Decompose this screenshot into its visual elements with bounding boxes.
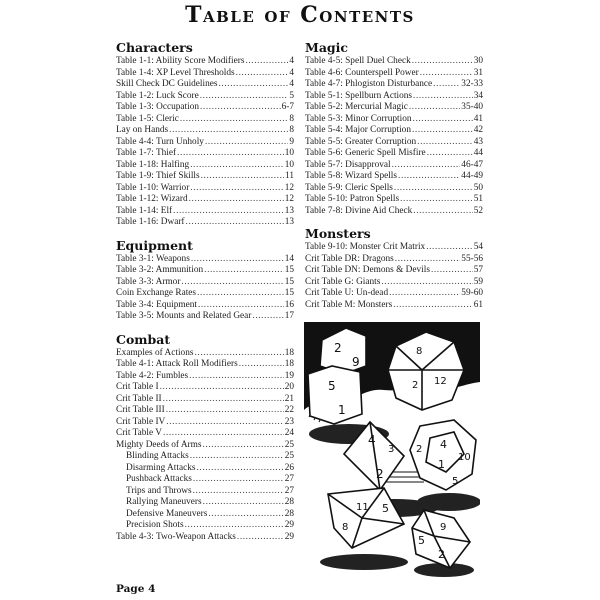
toc-entry-label: Lay on Hands: [116, 125, 169, 135]
toc-entry: [305, 277, 483, 289]
svg-text:5: 5: [418, 534, 425, 547]
toc-entry: [116, 114, 294, 126]
toc-entry-label: Crit Table III: [116, 405, 165, 415]
toc-entry-label: Table 5-9: Cleric Spells: [305, 182, 393, 193]
toc-entry-label: Table 1-7: Thief: [116, 148, 177, 158]
toc-entry-page: 12: [284, 194, 294, 204]
entry-list: [305, 242, 483, 311]
svg-text:9: 9: [352, 355, 360, 369]
toc-entry-page: 57: [473, 265, 483, 275]
toc-entry-page: 31: [473, 67, 483, 78]
toc-entry-label: Table 4-6: Counterspell Power: [305, 67, 419, 78]
dot-leader: [394, 183, 473, 195]
toc-entry: [116, 451, 294, 463]
toc-entry: [116, 277, 294, 289]
toc-entry-label: Table 4-4: Turn Unholy: [116, 136, 204, 147]
toc-entry-label: Crit Table IV: [116, 416, 166, 427]
toc-entry: [116, 148, 294, 160]
dot-leader: [169, 125, 288, 137]
dot-leader: [160, 382, 284, 394]
toc-entry-label: Crit Table II: [116, 393, 162, 404]
dot-leader: [194, 348, 283, 360]
toc-entry-page: 4: [289, 67, 294, 78]
toc-entry-page: 44: [473, 148, 483, 158]
toc-entry-page: 41: [473, 113, 483, 124]
dot-leader: [237, 532, 284, 544]
d12-icon: [410, 420, 476, 490]
toc-entry-page: 15: [284, 265, 294, 275]
toc-entry-page: 13: [284, 217, 294, 227]
dot-leader: [426, 242, 473, 254]
toc-entry-label: Skill Check DC Guidelines: [116, 79, 218, 89]
toc-entry-page: 51: [473, 194, 483, 204]
toc-entry: [116, 428, 294, 440]
svg-text:5: 5: [328, 379, 336, 393]
toc-entry-label: Table 9-10: Monster Crit Matrix: [305, 242, 426, 252]
toc-entry: [305, 288, 483, 300]
toc-entry: [305, 171, 483, 183]
svg-text:5: 5: [382, 502, 389, 515]
toc-entry-label: Table 5-6: Generic Spell Misfire: [305, 148, 426, 158]
section-title: Magic: [305, 40, 349, 55]
toc-entry: [116, 79, 294, 91]
toc-entry-label: Table 5-3: Minor Corruption: [305, 113, 412, 124]
toc-entry-page: 55-56: [461, 253, 483, 264]
toc-entry: [116, 102, 294, 114]
toc-entry: [116, 463, 294, 475]
dot-leader: [163, 394, 284, 406]
dot-leader: [205, 137, 288, 149]
toc-entry-label: Table 5-1: Spellburn Actions: [305, 90, 413, 101]
toc-entry-label: Table 5-10: Patron Spells: [305, 194, 400, 204]
dot-leader: [431, 265, 473, 277]
dot-leader: [193, 486, 284, 498]
toc-entry-label: Table 4-2: Fumbles: [116, 370, 189, 381]
dot-leader: [204, 265, 284, 277]
toc-entry-page: 42: [473, 125, 483, 135]
dot-leader: [173, 206, 284, 218]
dot-leader: [420, 68, 473, 80]
toc-entry-page: 14: [284, 253, 294, 264]
toc-entry: [116, 359, 294, 371]
section-title: Characters: [116, 40, 193, 55]
toc-entry: [116, 371, 294, 383]
section-combat: [116, 332, 294, 544]
toc-entry-label: Table 1-12: Wizard: [116, 194, 188, 204]
dot-leader: [381, 277, 472, 289]
svg-text:9: 9: [440, 522, 447, 533]
dot-leader: [400, 194, 473, 206]
toc-entry-page: 15: [284, 288, 294, 298]
toc-entry: [116, 68, 294, 80]
entry-list: [116, 254, 294, 323]
svg-text:4: 4: [440, 438, 447, 451]
toc-entry-page: 34: [473, 90, 483, 101]
svg-text:8: 8: [342, 522, 349, 533]
toc-entry: [305, 183, 483, 195]
toc-entry-label: Table 1-4: XP Level Thresholds: [116, 67, 235, 78]
toc-entry: [116, 137, 294, 149]
toc-entry-label: Rallying Maneuvers: [126, 497, 202, 507]
dot-leader: [433, 79, 460, 91]
section-monsters: [305, 226, 483, 311]
dot-leader: [177, 148, 284, 160]
toc-entry-page: 12: [284, 182, 294, 193]
toc-entry-label: Table 4-7: Phlogiston Disturbance: [305, 79, 433, 89]
dot-leader: [163, 428, 284, 440]
toc-entry-label: Table 5-7: Disapproval: [305, 159, 391, 170]
toc-entry-page: 17: [284, 311, 294, 321]
toc-entry-label: Table 4-1: Attack Roll Modifiers: [116, 359, 238, 369]
toc-entry: [116, 348, 294, 360]
toc-entry: [116, 56, 294, 68]
toc-entry: [116, 394, 294, 406]
toc-entry-label: Examples of Actions: [116, 347, 194, 358]
toc-entry: [116, 311, 294, 323]
toc-entry: [116, 509, 294, 521]
svg-text:3: 3: [388, 444, 395, 455]
toc-entry-label: Blinding Attacks: [126, 451, 189, 461]
dot-leader: [427, 148, 473, 160]
toc-entry-label: Table 1-10: Warrior: [116, 182, 190, 193]
toc-entry-page: 4: [289, 56, 294, 66]
toc-entry: [116, 183, 294, 195]
svg-text:11: 11: [356, 502, 369, 513]
dot-leader: [413, 206, 472, 218]
toc-entry-label: Crit Table V: [116, 428, 163, 438]
toc-entry-page: 6-7: [281, 102, 294, 112]
dot-leader: [393, 300, 472, 312]
toc-entry: [116, 382, 294, 394]
svg-text:2: 2: [334, 341, 342, 355]
svg-text:1: 1: [438, 458, 445, 471]
toc-entry-page: 21: [284, 393, 294, 404]
toc-entry: [116, 160, 294, 172]
toc-entry-label: Crit Table U: Un-dead: [305, 288, 389, 298]
svg-text:2: 2: [416, 444, 423, 455]
toc-entry-page: 24: [284, 428, 294, 438]
toc-entry-label: Table 7-8: Divine Aid Check: [305, 205, 413, 216]
svg-text:2: 2: [412, 380, 419, 391]
toc-column-right: [305, 40, 483, 320]
toc-entry: [116, 300, 294, 312]
svg-text:12: 12: [434, 376, 447, 387]
dot-leader: [398, 171, 460, 183]
dot-leader: [196, 463, 283, 475]
toc-entry-page: 13: [284, 205, 294, 216]
dot-leader: [200, 102, 281, 114]
toc-entry-label: Table 1-1: Ability Score Modifiers: [116, 56, 245, 66]
toc-entry: [305, 91, 483, 103]
toc-entry-page: 19: [284, 370, 294, 381]
toc-entry: [116, 125, 294, 137]
dot-leader: [208, 509, 283, 521]
svg-text:10: 10: [458, 452, 471, 463]
toc-entry-page: 50: [473, 182, 483, 193]
toc-entry-page: 44-49: [461, 171, 483, 181]
toc-entry: [116, 171, 294, 183]
toc-entry-label: Coin Exchange Rates: [116, 288, 197, 298]
toc-entry-label: Crit Table DR: Dragons: [305, 253, 394, 264]
toc-entry: [305, 102, 483, 114]
toc-entry-page: 43: [473, 136, 483, 147]
dot-leader: [395, 254, 461, 266]
dot-leader: [185, 520, 284, 532]
toc-entry-page: 4: [289, 79, 294, 89]
toc-entry-label: Table 3-1: Weapons: [116, 253, 190, 264]
toc-entry: [116, 474, 294, 486]
dot-leader: [389, 288, 460, 300]
toc-entry: [305, 148, 483, 160]
d10-icon: [328, 488, 404, 548]
dot-leader: [413, 91, 473, 103]
toc-entry-page: 25: [284, 451, 294, 461]
dot-leader: [252, 311, 283, 323]
dot-leader: [180, 114, 288, 126]
dot-leader: [202, 440, 283, 452]
dot-leader: [189, 194, 284, 206]
svg-text:2: 2: [376, 467, 384, 481]
svg-text:8: 8: [416, 346, 423, 357]
toc-entry-label: Table 3-5: Mounts and Related Gear: [116, 311, 252, 321]
section-magic: [305, 40, 483, 217]
toc-entry-label: Table 1-5: Cleric: [116, 113, 179, 124]
toc-entry-page: 59: [473, 276, 483, 287]
toc-entry-page: 27: [284, 474, 294, 484]
dot-leader: [190, 160, 284, 172]
dot-leader: [413, 114, 473, 126]
toc-entry-page: 18: [284, 359, 294, 369]
toc-entry: [305, 125, 483, 137]
toc-entry-page: 30: [473, 56, 483, 66]
toc-entry: [305, 68, 483, 80]
toc-entry-page: 59-60: [461, 288, 483, 298]
toc-entry: [305, 79, 483, 91]
dot-leader: [193, 474, 284, 486]
toc-entry-page: 54: [473, 242, 483, 252]
toc-column-left: [116, 40, 294, 552]
toc-entry-page: 32-33: [461, 79, 483, 89]
toc-entry: [116, 486, 294, 498]
toc-entry-label: Table 1-16: Dwarf: [116, 217, 185, 227]
toc-entry-label: Disarming Attacks: [126, 462, 196, 473]
dot-leader: [412, 56, 473, 68]
toc-entry-page: 11: [285, 171, 294, 181]
dot-leader: [236, 68, 289, 80]
toc-entry-label: Crit Table G: Giants: [305, 276, 381, 287]
section-characters: [116, 40, 294, 229]
toc-entry-label: Table 5-4: Major Corruption: [305, 125, 411, 135]
toc-entry-label: Crit Table M: Monsters: [305, 299, 393, 310]
page-title: Table of Contents: [185, 2, 415, 28]
dot-leader: [200, 91, 289, 103]
toc-entry-label: Table 1-18: Halfing: [116, 159, 190, 170]
toc-entry-label: Table 3-2: Ammunition: [116, 265, 204, 275]
toc-entry-page: 29: [284, 531, 294, 542]
toc-entry: [116, 440, 294, 452]
svg-text:2: 2: [438, 548, 445, 561]
toc-entry-label: Precision Shots: [126, 520, 184, 530]
toc-entry-page: 52: [473, 205, 483, 216]
toc-entry: [305, 300, 483, 312]
toc-entry-page: 23: [284, 416, 294, 427]
toc-entry-label: Table 5-8: Wizard Spells: [305, 171, 398, 181]
entry-list: [116, 56, 294, 229]
svg-text:4: 4: [368, 433, 376, 447]
toc-entry: [116, 288, 294, 300]
section-title: Monsters: [305, 226, 371, 241]
page-number: Page 4: [116, 583, 156, 595]
entry-list: [305, 56, 483, 217]
svg-text:1: 1: [338, 403, 346, 417]
toc-entry-label: Table 5-2: Mercurial Magic: [305, 102, 408, 112]
dice-illustration: [304, 322, 480, 580]
toc-entry-page: 10: [284, 148, 294, 158]
toc-entry: [116, 194, 294, 206]
toc-entry: [305, 254, 483, 266]
toc-entry-page: 15: [284, 276, 294, 287]
toc-entry-page: 29: [284, 520, 294, 530]
toc-entry-page: 18: [284, 347, 294, 358]
toc-entry: [116, 532, 294, 544]
dot-leader: [392, 160, 461, 172]
toc-entry: [116, 206, 294, 218]
dot-leader: [190, 451, 284, 463]
dot-leader: [166, 405, 284, 417]
dot-leader: [219, 79, 289, 91]
toc-entry-page: 26: [284, 462, 294, 473]
dot-leader: [197, 288, 284, 300]
toc-entry-page: 25: [284, 439, 294, 450]
toc-entry-label: Table 4-5: Spell Duel Check: [305, 56, 411, 66]
dot-leader: [417, 137, 473, 149]
toc-entry-page: 9: [289, 136, 294, 147]
toc-entry: [116, 254, 294, 266]
toc-entry-page: 28: [284, 508, 294, 519]
toc-entry: [116, 91, 294, 103]
toc-entry-label: Table 1-14: Elf: [116, 205, 173, 216]
dot-leader: [190, 183, 283, 195]
toc-entry-label: Table 1-9: Thief Skills: [116, 171, 200, 181]
section-title: Equipment: [116, 237, 193, 253]
toc-entry-label: Table 3-4: Equipment: [116, 299, 197, 310]
section-equipment: [116, 238, 294, 323]
d10-icon: [412, 510, 470, 568]
toc-entry-page: 46-47: [461, 159, 483, 170]
toc-entry-page: 22: [284, 405, 294, 415]
d6-icon: [308, 366, 362, 424]
toc-entry: [305, 56, 483, 68]
toc-entry: [116, 265, 294, 277]
toc-entry-page: 35-40: [461, 102, 483, 112]
toc-entry-label: Table 4-3: Two-Weapon Attacks: [116, 531, 236, 542]
toc-entry: [305, 160, 483, 172]
toc-entry: [305, 242, 483, 254]
toc-entry-page: 8: [289, 113, 294, 124]
dot-leader: [181, 277, 283, 289]
toc-entry: [116, 497, 294, 509]
dot-leader: [201, 171, 284, 183]
dot-leader: [186, 217, 284, 229]
dot-leader: [409, 102, 460, 114]
toc-entry-label: Crit Table I: [116, 382, 159, 392]
toc-entry-page: 5: [289, 90, 294, 101]
d20-icon: [388, 332, 464, 410]
toc-entry-page: 10: [284, 159, 294, 170]
toc-entry: [116, 417, 294, 429]
toc-entry-label: Table 3-3: Armor: [116, 276, 181, 287]
toc-entry-page: 27: [284, 485, 294, 496]
dot-leader: [245, 56, 288, 68]
toc-entry-label: Table 5-5: Greater Corruption: [305, 136, 417, 147]
toc-entry: [305, 137, 483, 149]
dot-leader: [239, 359, 284, 371]
toc-entry-page: 20: [284, 382, 294, 392]
toc-entry: [305, 194, 483, 206]
toc-entry: [116, 520, 294, 532]
dot-leader: [166, 417, 283, 429]
dot-leader: [203, 497, 284, 509]
toc-entry-label: Trips and Throws: [126, 485, 192, 496]
dot-leader: [189, 371, 284, 383]
toc-entry-label: Crit Table DN: Demons & Devils: [305, 265, 430, 275]
toc-entry-label: Table 1-3: Occupation: [116, 102, 199, 112]
toc-entry-label: Mighty Deeds of Arms: [116, 439, 202, 450]
entry-list: [116, 348, 294, 544]
toc-entry-label: Table 1-2: Luck Score: [116, 90, 199, 101]
dot-leader: [191, 254, 284, 266]
toc-entry-page: 61: [473, 299, 483, 310]
toc-entry-page: 16: [284, 299, 294, 310]
dot-leader: [412, 125, 473, 137]
toc-entry: [305, 265, 483, 277]
dot-leader: [198, 300, 284, 312]
toc-entry: [305, 206, 483, 218]
svg-text:5: 5: [452, 476, 459, 487]
toc-entry-label: Defensive Maneuvers: [126, 508, 208, 519]
toc-entry-label: Pushback Attacks: [126, 474, 192, 484]
toc-entry: [116, 217, 294, 229]
section-title: Combat: [116, 331, 171, 347]
toc-entry: [305, 114, 483, 126]
toc-entry-page: 8: [289, 125, 294, 135]
toc-entry: [116, 405, 294, 417]
toc-entry-page: 28: [284, 497, 294, 507]
